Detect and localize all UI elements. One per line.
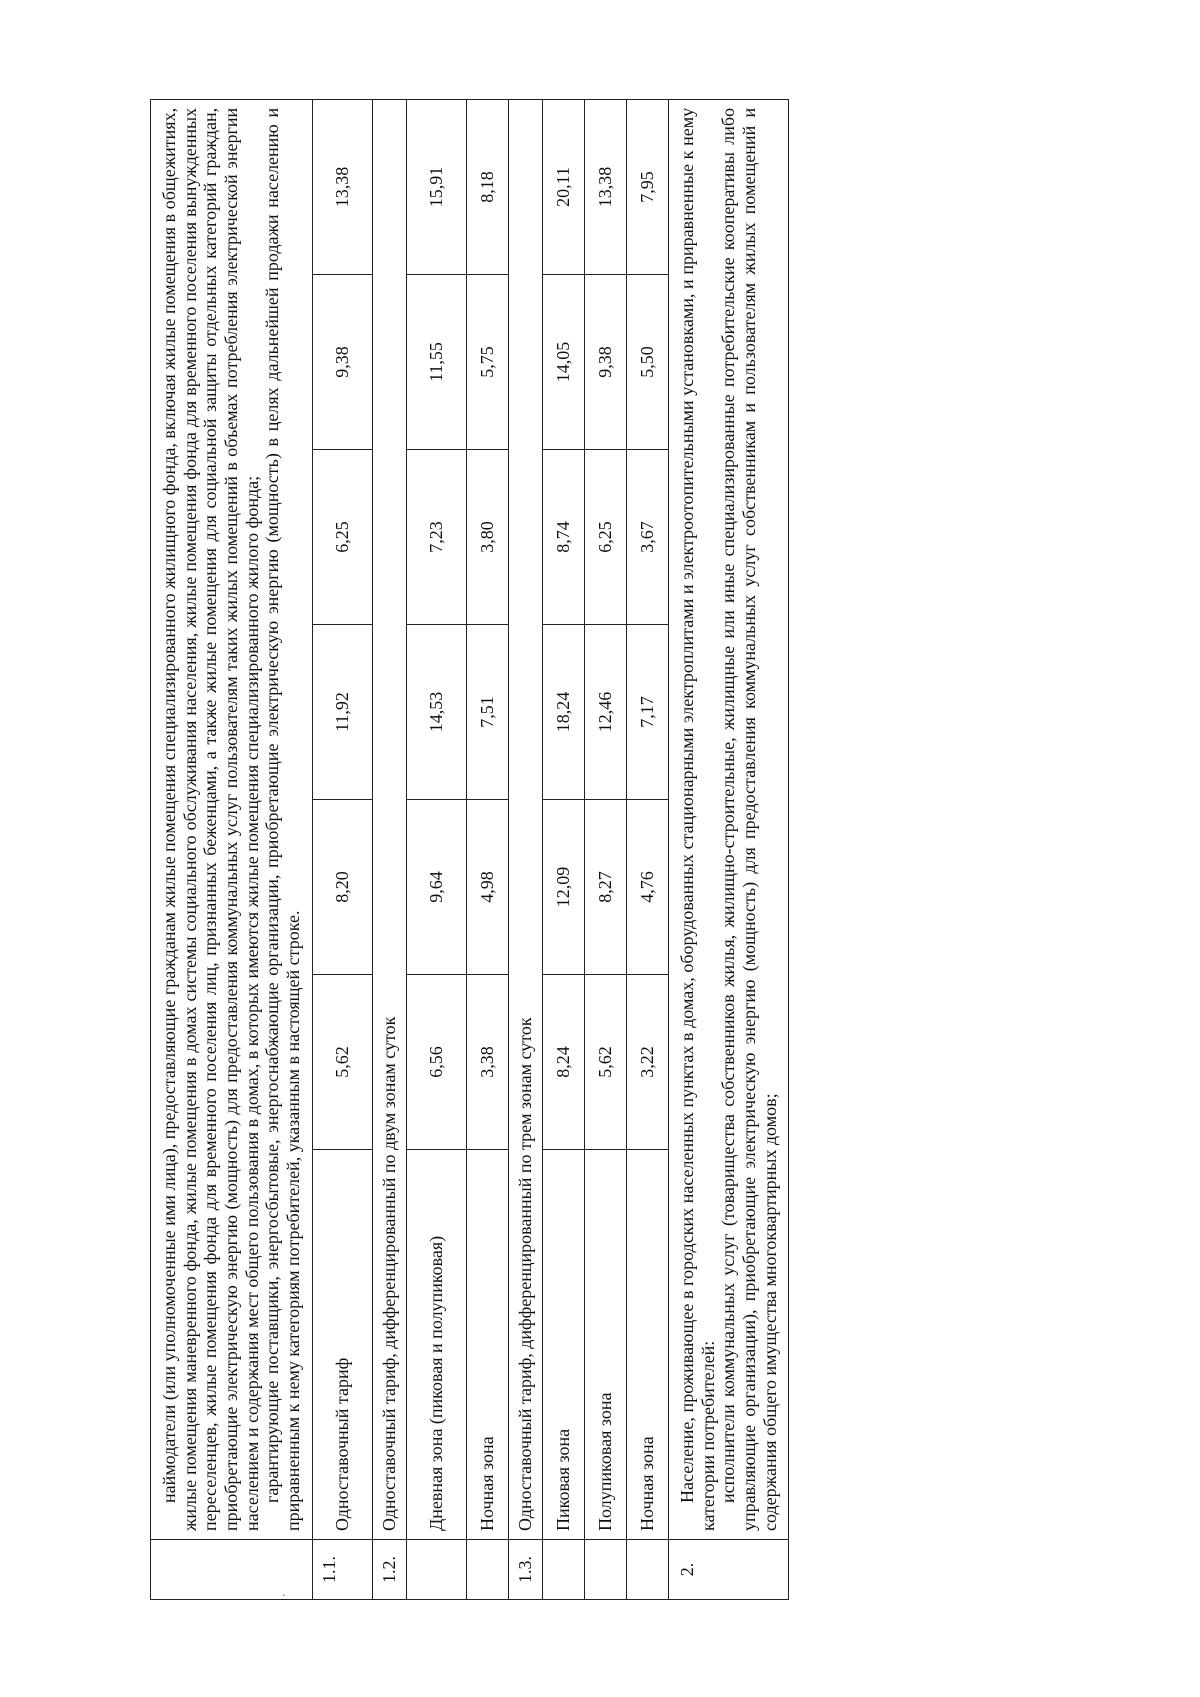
value-cell: 5,75 <box>466 275 508 450</box>
row-number: 1.1. <box>312 1540 372 1600</box>
value-cell: 5,62 <box>584 975 626 1150</box>
table-row <box>406 99 466 1599</box>
row-name: Полупиковая зона <box>584 1150 626 1540</box>
row-number <box>542 1540 584 1600</box>
section-row <box>372 99 406 1599</box>
intro-num-cell <box>151 1540 313 1600</box>
row-name: Дневная зона (пиковая и полупиковая) <box>406 1150 466 1540</box>
section-2-paragraph-1: Население, проживающее в городских населенных пунктах в домах, оборудованных стационарными электроплитами и электроотопительными установками, и приравненные к нему категории потребителей: <box>676 107 718 1531</box>
value-cell: 20,11 <box>542 99 584 274</box>
value-cell: 3,67 <box>626 450 668 625</box>
value-cell: 11,55 <box>406 275 466 450</box>
row-name: Одноставочный тариф <box>312 1150 372 1540</box>
value-cell: 6,25 <box>312 450 372 625</box>
intro-row <box>151 99 313 1599</box>
value-cell: 5,50 <box>626 275 668 450</box>
value-cell: 9,38 <box>584 275 626 450</box>
row-number: 1.2. <box>372 1540 406 1600</box>
value-cell: 8,18 <box>466 99 508 274</box>
value-cell: 7,51 <box>466 625 508 800</box>
tariff-table <box>150 99 789 1600</box>
value-cell: 13,38 <box>312 99 372 274</box>
row-number <box>406 1540 466 1600</box>
value-cell: 3,38 <box>466 975 508 1150</box>
value-cell: 3,80 <box>466 450 508 625</box>
row-name: Пиковая зона <box>542 1150 584 1540</box>
intro-paragraph-1: наймодатели (или уполномоченные ими лица), предоставляющие гражданам жилые помещения специализированного жилищного фонда, включая жилые помещения в общежитиях, жилые помещения маневренного фонда, жилые помещения в домах системы социального обслуживания населения, жилые помещения фонда для временного поселения вынужденных переселенцев, жилые помещения фонда для временного поселения лиц, признанных беженцами, а также жилые помещения для социальной защиты отдельных категорий граждан, приобретающие электрическую энергию (мощность) для предоставления коммунальных услуг пользователям таких жилых помещений в объемах потребления электрической энергии населением и содержания мест общего пользования в домах, в которых имеются жилые помещения специализированного жилого фонда; <box>159 107 262 1531</box>
row-number <box>584 1540 626 1600</box>
value-cell: 4,76 <box>626 800 668 975</box>
value-cell: 7,23 <box>406 450 466 625</box>
value-cell: 12,46 <box>584 625 626 800</box>
value-cell: 4,98 <box>466 800 508 975</box>
section-2-paragraph-2: исполнители коммунальных услуг (товарищества собственников жилья, жилищно-строительные, жилищные или иные специализированные потребительские кооперативы либо управляющие организации), приобретающие электрическую энергию (мощность) для предоставления коммунальных услуг собственникам и пользователям жилых помещений и содержания общего имущества многоквартирных домов; <box>718 107 780 1531</box>
section-title: Одноставочный тариф, дифференцированный по трем зонам суток <box>508 99 542 1539</box>
row-number: 2. <box>668 1540 788 1600</box>
row-name: Ночная зона <box>466 1150 508 1540</box>
section-title: Одноставочный тариф, дифференцированный по двум зонам суток <box>372 99 406 1539</box>
value-cell: 6,25 <box>584 450 626 625</box>
table-row <box>626 99 668 1599</box>
row-number: 1.3. <box>508 1540 542 1600</box>
value-cell: 9,64 <box>406 800 466 975</box>
value-cell: 14,05 <box>542 275 584 450</box>
value-cell: 7,17 <box>626 625 668 800</box>
table-row <box>542 99 584 1599</box>
scan-speck: . <box>282 1585 286 1600</box>
value-cell: 8,24 <box>542 975 584 1150</box>
value-cell: 15,91 <box>406 99 466 274</box>
value-cell: 13,38 <box>584 99 626 274</box>
row-number <box>466 1540 508 1600</box>
rotated-tariff-table-container <box>150 100 1090 1600</box>
value-cell: 9,38 <box>312 275 372 450</box>
value-cell: 5,62 <box>312 975 372 1150</box>
intro-text-cell <box>151 99 313 1539</box>
section-2-text-cell <box>668 99 788 1539</box>
value-cell: 12,09 <box>542 800 584 975</box>
row-name: Ночная зона <box>626 1150 668 1540</box>
table-row <box>312 99 372 1599</box>
value-cell: 14,53 <box>406 625 466 800</box>
value-cell: 18,24 <box>542 625 584 800</box>
table-row <box>584 99 626 1599</box>
value-cell: 11,92 <box>312 625 372 800</box>
value-cell: 7,95 <box>626 99 668 274</box>
value-cell: 8,27 <box>584 800 626 975</box>
intro-paragraph-2: гарантирующие поставщики, энергосбытовые, энергоснабжающие организации, приобретающие электрическую энергию (мощность) в целях дальнейшей продажи населению и приравненным к нему категориям потребителей, указанным в настоящей строке. <box>262 107 304 1531</box>
section-row <box>508 99 542 1599</box>
value-cell: 8,74 <box>542 450 584 625</box>
section-2-row <box>668 99 788 1599</box>
value-cell: 8,20 <box>312 800 372 975</box>
row-number <box>626 1540 668 1600</box>
value-cell: 6,56 <box>406 975 466 1150</box>
table-row <box>466 99 508 1599</box>
value-cell: 3,22 <box>626 975 668 1150</box>
